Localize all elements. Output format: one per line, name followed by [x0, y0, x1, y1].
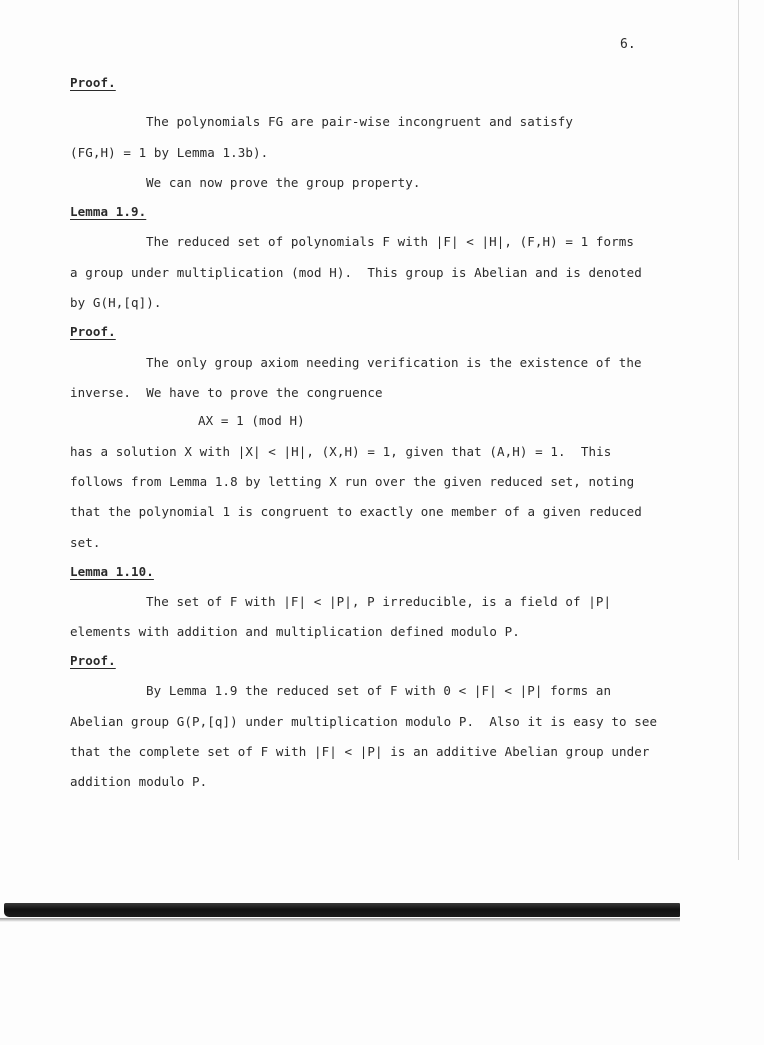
text-line: By Lemma 1.9 the reduced set of F with 0 < |F| < |P| forms an — [146, 683, 612, 698]
text-line: Abelian group G(P,[q]) under multiplication modulo P. Also it is easy to see — [70, 714, 658, 729]
lemma-heading: Lemma 1.9. — [70, 204, 147, 219]
proof-heading: Proof. — [70, 75, 116, 90]
text-line: inverse. We have to prove the congruence — [70, 385, 383, 400]
scan-edge-bar — [4, 903, 680, 917]
scan-edge-shadow — [0, 918, 680, 922]
text-line: a group under multiplication (mod H). This group is Abelian and is denoted — [70, 265, 642, 280]
text-line: We can now prove the group property. — [146, 175, 421, 190]
proof-heading: Proof. — [70, 653, 116, 668]
text-line: by G(H,[q]). — [70, 295, 162, 310]
text-line: The only group axiom needing verification is the existence of the — [146, 355, 642, 370]
page-number: 6. — [620, 37, 636, 52]
congruence-formula: AX = 1 (mod H) — [198, 413, 305, 428]
page-edge-line — [738, 0, 739, 860]
text-line: addition modulo P. — [70, 774, 208, 789]
lemma-heading: Lemma 1.10. — [70, 564, 154, 579]
text-line: elements with addition and multiplication defined modulo P. — [70, 624, 520, 639]
text-line: set. — [70, 535, 101, 550]
proof-heading: Proof. — [70, 324, 116, 339]
text-line: that the polynomial 1 is congruent to exactly one member of a given reduced — [70, 504, 642, 519]
text-line: (FG,H) = 1 by Lemma 1.3b). — [70, 145, 269, 160]
text-line: has a solution X with |X| < |H|, (X,H) = 1, given that (A,H) = 1. This — [70, 444, 612, 459]
text-line: The polynomials FG are pair-wise incongruent and satisfy — [146, 114, 574, 129]
text-line: follows from Lemma 1.8 by letting X run over the given reduced set, noting — [70, 474, 635, 489]
text-line: The set of F with |F| < |P|, P irreducible, is a field of |P| — [146, 594, 612, 609]
text-line: that the complete set of F with |F| < |P| is an additive Abelian group under — [70, 744, 650, 759]
text-line: The reduced set of polynomials F with |F| < |H|, (F,H) = 1 forms — [146, 234, 635, 249]
